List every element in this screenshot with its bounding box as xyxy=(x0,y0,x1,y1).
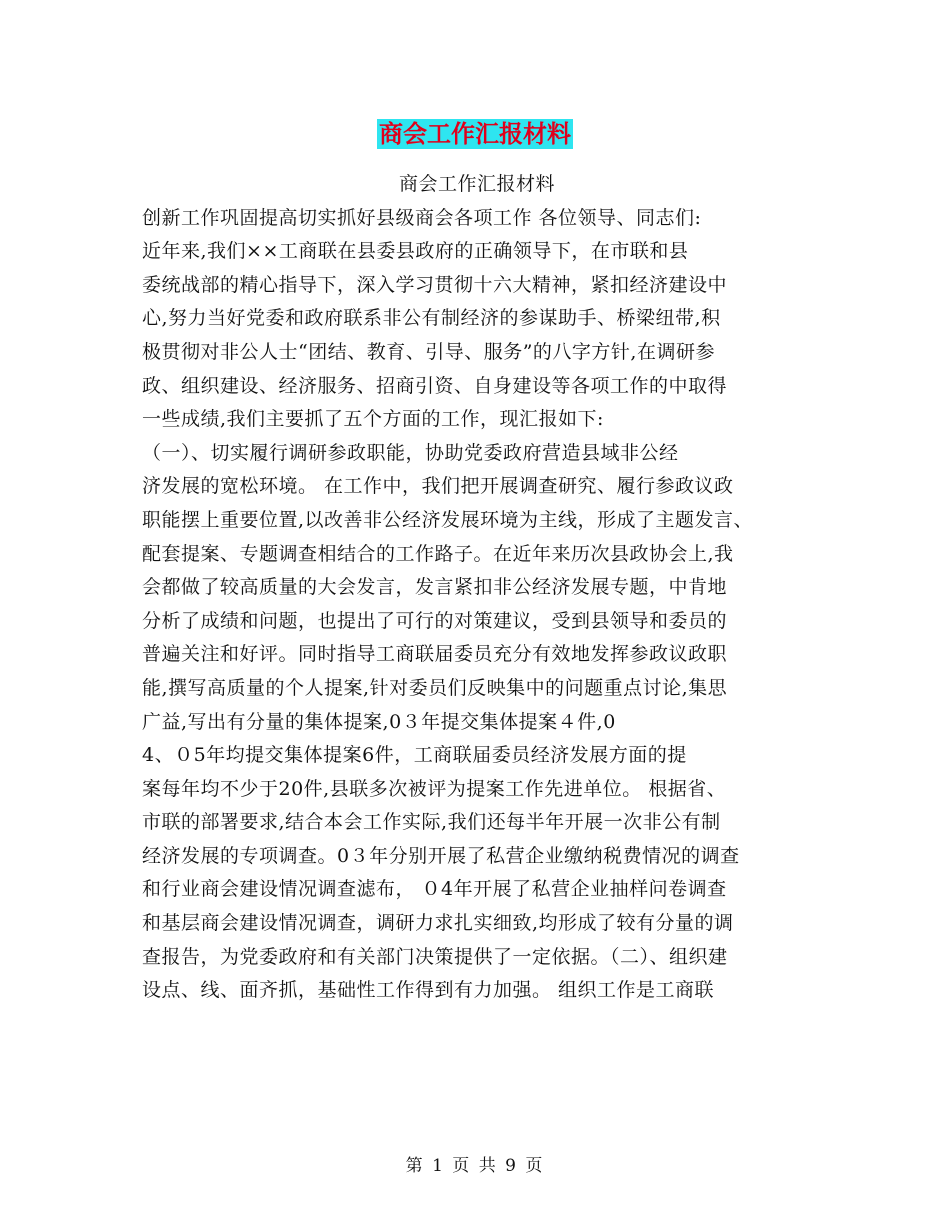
body-line: 心,努力当好党委和政府联系非公有制经济的参谋助手、桥梁纽带,积 xyxy=(142,307,721,330)
document-title xyxy=(0,112,950,150)
body-line: 委统战部的精心指导下，深入学习贯彻十六大精神，紧扣经济建设中 xyxy=(142,273,728,296)
body-line: 查报告，为党委政府和有关部门决策提供了一定依据。（二）、组织建 xyxy=(142,945,728,968)
document-title-text: 商会工作汇报材料 xyxy=(379,120,571,148)
body-line: 经济发展的专项调查。0３年分别开展了私营企业缴纳税费情况的调查 xyxy=(142,844,740,867)
body-line: 普遍关注和好评。同时指导工商联届委员充分有效地发挥参政议政职 xyxy=(142,643,728,666)
body-line: 近年来,我们××工商联在县委县政府的正确领导下，在市联和县 xyxy=(142,240,689,263)
document-body xyxy=(142,168,812,1008)
body-line: （一）、切实履行调研参政职能，协助党委政府营造县域非公经 xyxy=(142,441,679,464)
body-line: 极贯彻对非公人士“团结、教育、引导、服务”的八字方针,在调研参 xyxy=(142,340,715,363)
document-subtitle: 商会工作汇报材料 xyxy=(398,173,555,195)
body-line: 和基层商会建设情况调查，调研力求扎实细致,均形成了较有分量的调 xyxy=(142,912,734,935)
body-line: 职能摆上重要位置,以改善非公经济发展环境为主线，形成了主题发言、 xyxy=(142,508,754,531)
body-line: 和行业商会建设情况调查滤布， ０4年开展了私营企业抽样问卷调查 xyxy=(142,878,727,901)
page-number-footer: 第 1 页 共 9 页 xyxy=(405,1156,545,1176)
body-line: 会都做了较高质量的大会发言，发言紧扣非公经济发展专题，中肯地 xyxy=(142,576,728,599)
body-line: 广益,写出有分量的集体提案,0３年提交集体提案４件,0 xyxy=(142,710,616,733)
body-line: 案每年均不少于20件,县联多次被评为提案工作先进单位。 根据省、 xyxy=(142,777,727,800)
body-line: 分析了成绩和问题，也提出了可行的对策建议，受到县领导和委员的 xyxy=(142,609,728,632)
body-line: 济发展的宽松环境。 在工作中，我们把开展调查研究、履行参政议政 xyxy=(142,475,734,498)
body-line: 设点、线、面齐抓，基础性工作得到有力加强。 组织工作是工商联 xyxy=(142,979,715,1002)
body-line: 配套提案、专题调查相结合的工作路子。在近年来历次县政协会上,我 xyxy=(142,542,734,565)
body-line: 一些成绩,我们主要抓了五个方面的工作，现汇报如下: xyxy=(142,408,604,431)
body-line: 政、组织建设、经济服务、招商引资、自身建设等各项工作的中取得 xyxy=(142,374,728,397)
body-line: 市联的部署要求,结合本会工作实际,我们还每半年开展一次非公有制 xyxy=(142,811,721,834)
body-line: 能,撰写高质量的个人提案,针对委员们反映集中的问题重点讨论,集思 xyxy=(142,676,728,699)
body-line: 4、０5年均提交集体提案6件，工商联届委员经济发展方面的提 xyxy=(142,744,687,767)
body-line: 创新工作巩固提高切实抓好县级商会各项工作 各位领导、同志们: xyxy=(142,206,702,229)
